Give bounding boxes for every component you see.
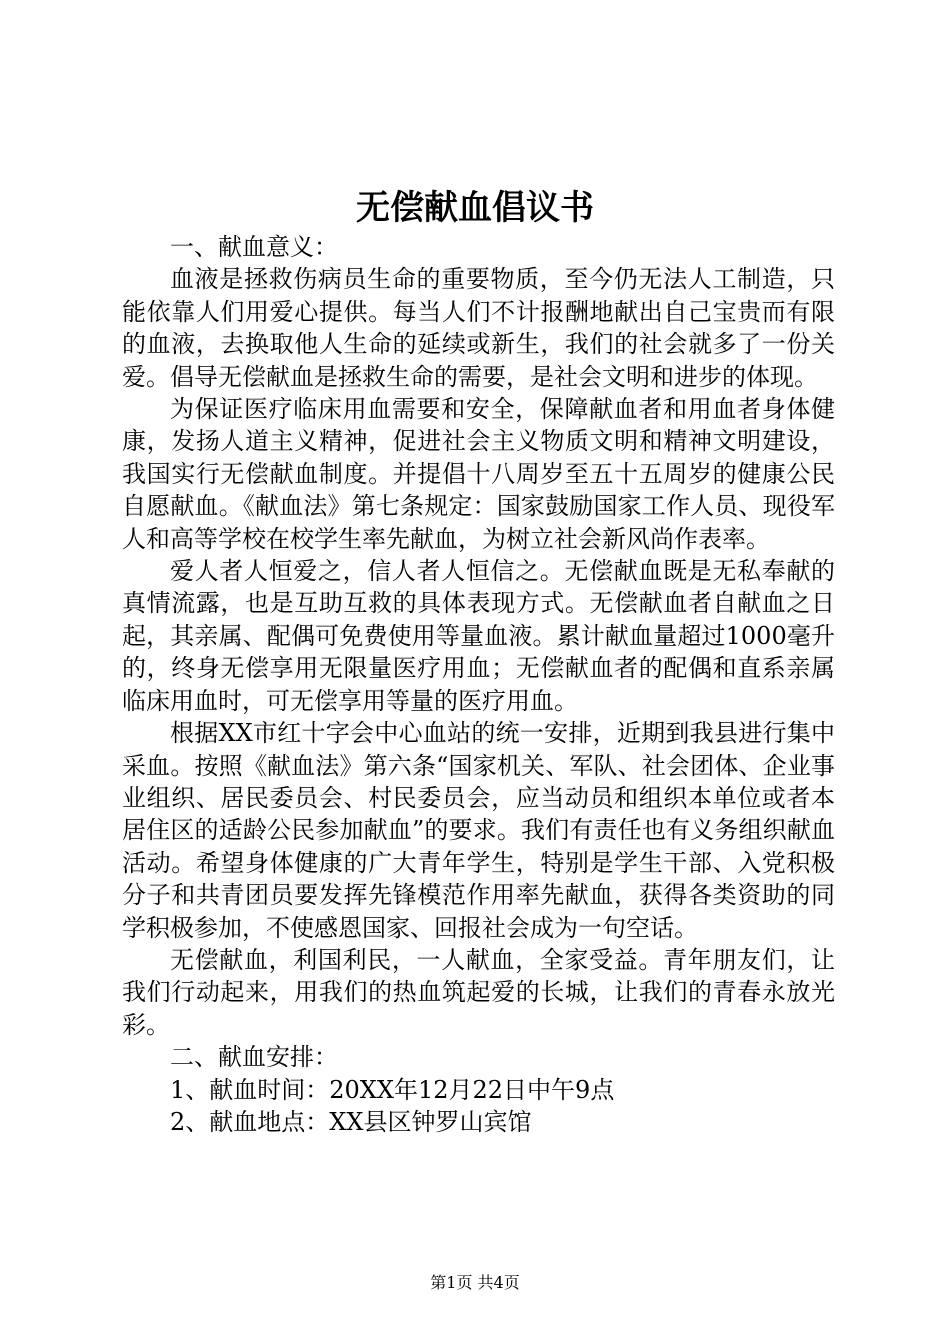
paragraph-local-arrangement: 根据XX市红十字会中心血站的统一安排，近期到我县进行集中采血。按照《献血法》第六条“国家机关、军队、社会团体、企业事业组织、居民委员会、村民委员会，应当动员和组织本单位或者本居住区的适龄公民参加献血”的要求。我们有责任也有义务组织献血活动。希望身体健康的广大青年学生，特别是学生干部、入党积极分子和共青团员要发挥先锋模范作用率先献血，获得各类资助的同学积极参加，不使感恩国家、回报社会成为一句空话。 <box>122 719 835 942</box>
paragraph-call-to-action: 无偿献血，利国利民，一人献血，全家受益。青年朋友们，让我们行动起来，用我们的热血筑起爱的长城，让我们的青春永放光彩。 <box>122 945 835 1039</box>
paragraph-mutual-aid: 爱人者人恒爱之，信人者人恒信之。无偿献血既是无私奉献的真情流露，也是互助互救的具体表现方式。无偿献血者自献血之日起，其亲属、配偶可免费使用等量血液。累计献血量超过1000毫升的，终身无偿享用无限量医疗用血；无偿献血者的配偶和直系亲属临床用血时，可无偿享用等量的医疗用血。 <box>122 557 835 715</box>
paragraph-blood-law: 为保证医疗临床用血需要和安全，保障献血者和用血者身体健康，发扬人道主义精神，促进社会主义物质文明和精神文明建设，我国实行无偿献血制度。并提倡十八周岁至五十五周岁的健康公民自愿献血。《献血法》第七条规定：国家鼓励国家工作人员、现役军人和高等学校在校学生率先献血，为树立社会新风尚作表率。 <box>122 395 835 553</box>
paragraph-blood-importance: 血液是拯救伤病员生命的重要物质，至今仍无法人工制造，只能依靠人们用爱心提供。每当人们不计报酬地献出自己宝贵而有限的血液，去换取他人生命的延续或新生，我们的社会就多了一份关爱。倡导无偿献血是拯救生命的需要，是社会文明和进步的体现。 <box>122 265 835 391</box>
document-title: 无偿献血倡议书 <box>356 188 594 228</box>
section-heading-arrangement: 二、献血安排： <box>170 1043 338 1072</box>
section-heading-significance: 一、献血意义： <box>170 233 338 261</box>
arrangement-place: 2、献血地点：XX县区钟罗山宾馆 <box>170 1107 532 1136</box>
document-body <box>122 231 835 1138</box>
arrangement-time: 1、献血时间：20XX年12月22日中午9点 <box>170 1075 615 1104</box>
page-number-footer: 第1页 共4页 <box>430 1273 520 1292</box>
